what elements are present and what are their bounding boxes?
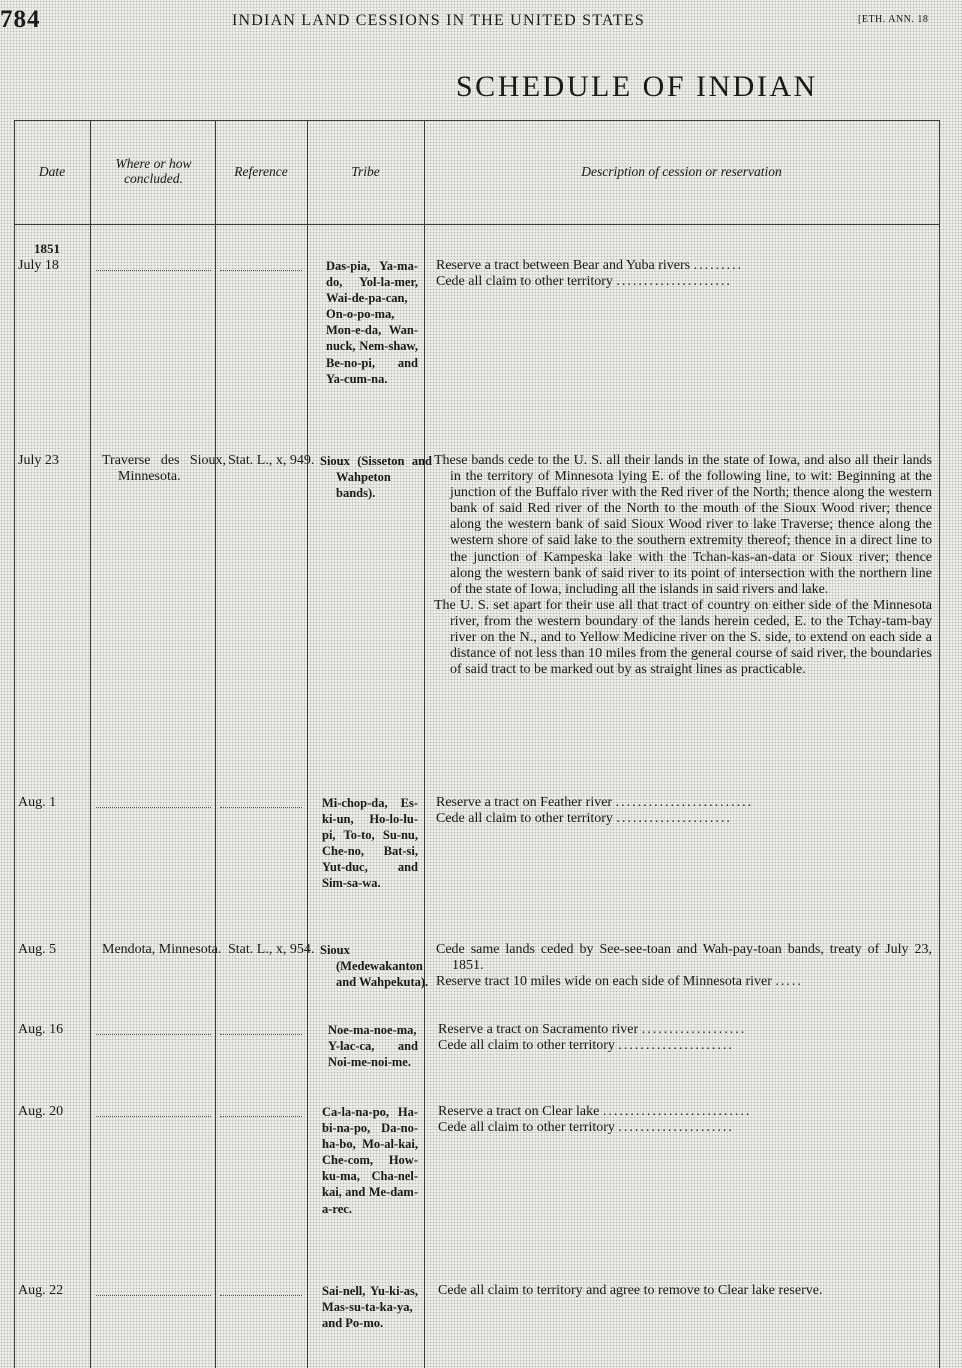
date-cell: Aug. 16 — [18, 1022, 64, 1037]
col-rule — [215, 120, 216, 1368]
header-bottom-rule — [14, 224, 940, 225]
description-line: Reserve a tract on Sacramento river — [438, 1022, 639, 1037]
running-title: INDIAN LAND CESSIONS IN THE UNITED STATES — [232, 12, 645, 29]
page-number: 784 — [0, 6, 41, 33]
leader-dots — [96, 1034, 211, 1035]
description-paragraph: Cede same lands ceded by See-see-toan and Wah-pay-toan bands, treaty of July 23, 1851. — [436, 942, 932, 974]
col-rule — [424, 120, 425, 1368]
leader-dots — [96, 1295, 211, 1296]
description-paragraph: Cede all claim to territory and agree to remove to Clear lake reserve. — [438, 1283, 823, 1298]
description-paragraph: The U. S. set apart for their use all that tract of country on either side of the Minnesota river, from the western boundary of the lands herein ceded, E. to the Tchay-tam-bay river on the N., and to Yellow Medicine river on the S. side, to extend on each side a distance of not less than 10 miles from the general course of said river, the boundaries of said tract to be marked out by as straight lines as practicable. — [434, 597, 932, 678]
date-cell: Aug. 22 — [18, 1283, 64, 1298]
leader-dots — [220, 1034, 302, 1035]
leader-dots — [96, 270, 211, 271]
col-rule — [90, 120, 91, 1368]
tribe-cell: Ca-la-na-po, Ha-bi-na-po, Da-no-ha-bo, Mo-al-kai, Che-com, How-ku-ma, Cha-nel-kai, and Me-dam-a-rec. — [322, 1105, 418, 1216]
column-header-reference: Reference — [234, 164, 288, 179]
date-cell: July 23 — [18, 453, 59, 468]
description-line: Cede all claim to other territory — [438, 1120, 615, 1136]
description-line: Reserve a tract on Clear lake — [438, 1104, 600, 1119]
column-header-tribe: Tribe — [351, 164, 380, 179]
col-rule — [939, 120, 940, 1368]
tribe-cell: Mi-chop-da, Es-ki-un, Ho-lo-lu-pi, To-to, Su-nu, Che-no, Bat-si, Yut-duc, and Sim-sa-wa. — [322, 796, 418, 891]
date-cell: Aug. 20 — [18, 1104, 64, 1119]
reference-cell: Stat. L., x, 949. — [228, 453, 315, 468]
tribe-cell: Das-pia, Ya-ma-do, Yol-la-mer, Wai-de-pa-can, On-o-po-ma, Mon-e-da, Wan-nuck, Nem-shaw, Be-no-pi, and Ya-cum-na. — [326, 259, 418, 386]
where-cell: Traverse des Sioux, Minnesota. — [102, 453, 226, 485]
schedule-title: SCHEDULE OF INDIAN — [456, 70, 818, 103]
reference-cell: Stat. L., x, 954. — [228, 942, 315, 957]
leader-dots — [220, 1295, 302, 1296]
description-cell: Reserve a tract between Bear and Yuba rivers ......... Cede all claim to other territory ..................... — [436, 258, 744, 290]
where-cell: Mendota, Minnesota. — [102, 942, 222, 957]
col-rule — [14, 120, 15, 1368]
table-top-rule — [14, 120, 940, 121]
description-cell: Reserve a tract on Sacramento river ................... Cede all claim to other territory ..................... — [438, 1022, 747, 1054]
tribe-cell: Sai-nell, Yu-ki-as, Mas-su-ta-ka-ya, and Po-mo. — [322, 1284, 418, 1331]
date-cell: July 18 — [18, 258, 59, 273]
leader-dots — [96, 1116, 211, 1117]
description-line: Reserve a tract on Feather river — [436, 795, 613, 810]
column-header-date: Date — [38, 164, 66, 179]
date-cell: Aug. 5 — [18, 942, 57, 957]
description-cell: Cede same lands ceded by See-see-toan and Wah-pay-toan bands, treaty of July 23, 1851. Reserve tract 10 miles wide on each side of Minnesota river ..... — [436, 942, 932, 990]
tribe-cell: Sioux (Sisseton and Wahpeton bands). — [320, 454, 432, 501]
year-label: 1851 — [34, 241, 60, 256]
running-right-note: [ETH. ANN. 18 — [858, 14, 929, 25]
column-header-where: Where or how concluded. — [115, 156, 192, 186]
leader-dots — [220, 270, 302, 271]
date-cell: Aug. 1 — [18, 795, 57, 810]
description-line: Cede all claim to other territory — [438, 1038, 615, 1054]
description-cell: Reserve a tract on Clear lake ........................... Cede all claim to other territory ..................... — [438, 1104, 752, 1136]
leader-dots — [220, 1116, 302, 1117]
description-line: Reserve tract 10 miles wide on each side of Minnesota river — [436, 974, 772, 990]
col-rule — [307, 120, 308, 1368]
leader-dots — [96, 807, 211, 808]
description-cell: Reserve a tract on Feather river ......................... Cede all claim to other territory ..................... — [436, 795, 754, 827]
tribe-cell: Noe-ma-noe-ma, Y-lac-ca, and Noi-me-noi-me. — [328, 1023, 418, 1070]
description-cell — [438, 1283, 932, 1299]
column-header-description: Description of cession or reservation — [581, 164, 782, 179]
leader-dots — [220, 807, 302, 808]
description-cell — [434, 453, 932, 678]
description-paragraph: These bands cede to the U. S. all their lands in the state of Iowa, and also all their lands in the territory of Minnesota lying E. of the following line, to wit: Beginning at the junction of the Buffalo river with the Red river of the North; thence along the western bank of said Red river of the North to the mouth of the Sioux Wood river; thence along the western bank of said Sioux Wood river to lake Traverse; thence along the western shore of said lake to the southern extremity thereof; thence in a direct line to the junction of Kampeska lake with the Tchan-kas-an-data or Sioux river; thence along the western bank of said river to its point of intersection with the northern line of the state of Iowa, including all the islands in said rivers and lake. — [434, 453, 932, 597]
description-line: Cede all claim to other territory — [436, 274, 613, 290]
tribe-cell: Sioux (Medewakanton and Wahpekuta). — [320, 943, 429, 990]
description-line: Reserve a tract between Bear and Yuba rivers — [436, 258, 691, 273]
description-line: Cede all claim to other territory — [436, 811, 613, 827]
